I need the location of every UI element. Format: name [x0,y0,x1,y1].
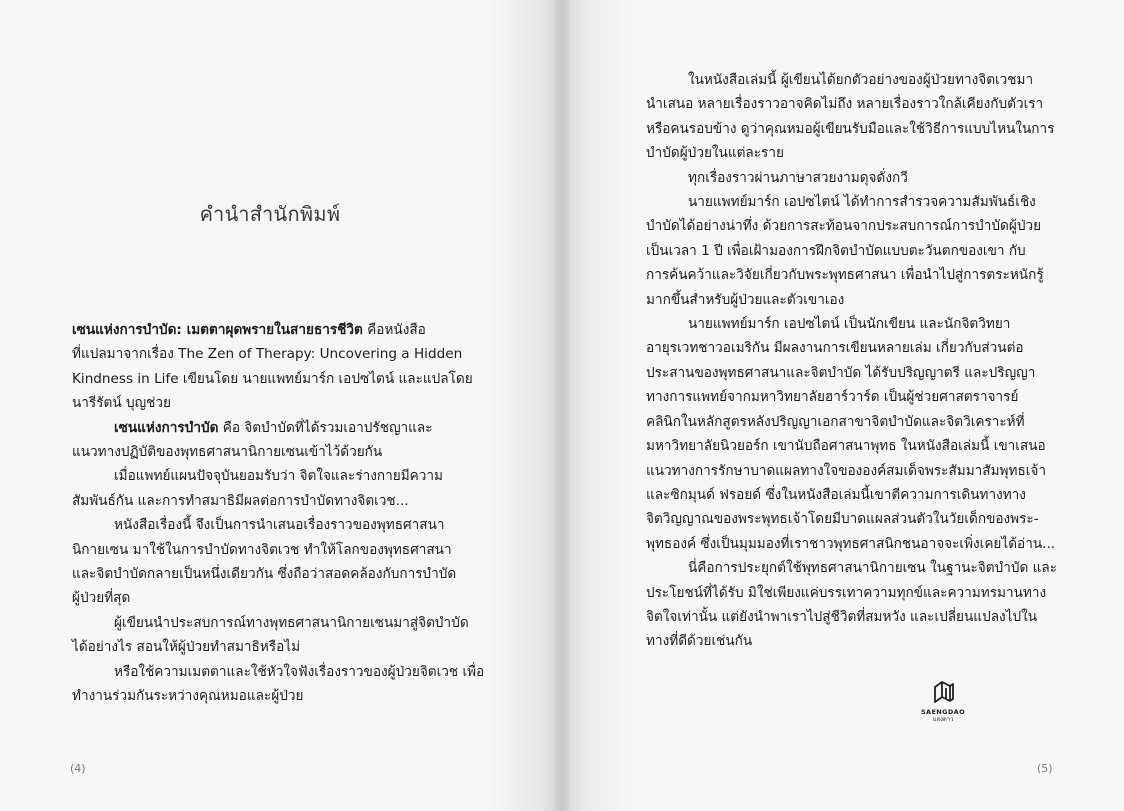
line-text: นำเสนอ หลายเรื่องราวอาจคิดไม่ถึง หลายเรื่องราวใกล้เคียงกับตัวเรา [646,96,1044,113]
left-page [0,0,555,811]
text-line [646,459,1047,483]
book-gutter [555,0,569,811]
line-text: นี่คือการประยุกต์ใช้พุทธศาสนานิกายเซน ในฐานะจิตบำบัด และ [688,560,1058,577]
text-line [646,117,1055,141]
text-line [646,361,1036,385]
line-text: บำบัดได้อย่างน่าทึ่ง ด้วยการสะท้อนจากประสบการณ์การบำบัดผู้ป่วย [646,218,1042,235]
text-line [646,556,1058,580]
text-line [646,166,1032,190]
book-logo-icon [929,678,957,706]
text-line [72,513,467,537]
line-text: นายแพทย์มาร์ก เอปซไตน์ ได้ทำการสำรวจความสัมพันธ์เชิง [688,194,1036,211]
line-text: พุทธองค์ ซึ่งเป็นมุมมองที่เราชาวพุทธศาสนิกชนอาจจะเพิ่งเคยได้อ่าน... [646,535,1056,552]
line-text: ได้อย่างไร สอนให้ผู้ป่วยทำสมาธิหรือไม่ [72,639,301,656]
line-text: จิตใจเท่านั้น แต่ยังนำพาเราไปสู่ชีวิตที่สมหวัง และเปลี่ยนแปลงไปใน [646,608,1038,625]
text-line [72,611,467,635]
text-line [646,581,1047,605]
line-text: มหาวิทยาลัยนิวยอร์ก เขานับถือศาสนาพุทธ ในหนังสือเล่มนี้ เขาเสนอ [646,438,1046,455]
left-page-body [72,318,485,709]
line-text: ทางการแพทย์จากมหาวิทยาลัยฮาร์วาร์ด เป็นผู้ช่วยศาสตราจารย์ [646,389,1019,406]
bold-title-text: เซนแห่งการบำบัด [114,419,219,436]
text-line [72,318,467,342]
line-text: คลินิกในหลักสูตรหลังปริญญาเอกสาขาจิตบำบัดและจิตวิเคราะห์ที่ [646,413,1025,430]
publisher-logo [918,678,968,724]
bold-title-text: เซนแห่งการบำบัด: เมตตาผุดพรายในสายธารชีวิต [72,322,363,338]
text-line [646,312,1032,336]
publisher-name-th: แสงดาว [932,716,954,723]
text-line [646,214,1042,238]
line-text: นารีรัตน์ บุญช่วย [72,395,172,412]
line-text: คือหนังสือ [362,322,426,338]
line-text: ประโยชน์ที่ได้รับ มิใช่เพียงแค่บรรเทาความทุกข์และความทรมานทาง [646,584,1047,601]
text-line [646,507,1039,531]
line-text: เป็นเวลา 1 ปี เพื่อเฝ้ามองการฝึกจิตบำบัดแบบตะวันตกของเขา กับ [646,242,1026,259]
text-line [646,190,1036,214]
line-text: บำบัดผู้ป่วยในแต่ละราย [646,145,784,162]
text-line [646,410,1032,434]
line-text: ผู้เขียนนำประสบการณ์ทางพุทธศาสนานิกายเซนมาสู่จิตบำบัด [114,614,469,631]
text-line [72,586,467,610]
line-text: และซิกมุนด์ ฟรอยด์ ซึ่งในหนังสือเล่มนี้เขาตีความการเดินทางทาง [646,486,1026,503]
line-text: ทุกเรื่องราวผ่านภาษาสวยงามดุจดั่งกวี [688,169,908,186]
text-line [72,464,467,488]
text-line [72,489,467,513]
text-line [72,416,467,440]
publisher-name-en: SAENGDAO [920,708,966,716]
line-text: นิกายเซน มาใช้ในการบำบัดทางจิตเวช ทำให้โลกของพุทธศาสนา [72,541,452,558]
section-title: คำนำสำนักพิมพ์ [199,202,341,226]
line-text: Kindness in Life เขียนโดย นายแพทย์มาร์ก เอปซไตน์ และแปลโดย [72,370,473,387]
text-line [646,263,1044,287]
line-text: ผู้ป่วยที่สุด [72,590,131,607]
line-text: การค้นคว้าและวิจัยเกี่ยวกับพระพุทธศาสนา เพื่อนำไปสู่การตระหนักรู้ [646,267,1044,284]
line-text: มากขึ้นสำหรับผู้ป่วยและตัวเขาเอง [646,291,845,308]
line-text: หรือใช้ความเมตตาและใช้หัวใจฟังเรื่องราวของผู้ป่วยจิตเวช เพื่อ [114,663,485,680]
line-text: ทำงานร่วมกันระหว่างคุณหมอและผู้ป่วย [72,688,304,705]
line-text: คือ จิตบำบัดที่ได้รวมเอาปรัชญาและ [218,419,433,436]
line-text: หรือคนรอบข้าง ดูว่าคุณหมอผู้เขียนรับมือและใช้วิธีการแบบไหนในการ [646,120,1055,137]
text-line [646,68,1032,92]
line-text: แนวทางการรักษาบาดแผลทางใจขององค์สมเด็จพระสัมมาสัมพุทธเจ้า [646,462,1047,479]
right-page-body [646,68,1058,654]
page-number-left: (4) [70,762,86,775]
text-line [646,483,1032,507]
line-text: เมื่อแพทย์แผนปัจจุบันยอมรับว่า จิตใจและร่างกายมีความ [114,468,443,485]
text-line [72,660,485,684]
text-line [72,342,467,366]
text-line [646,532,1056,556]
line-text: หนังสือเรื่องนี้ จึงเป็นการนำเสนอเรื่องราวของพุทธศาสนา [114,517,445,534]
text-line [646,239,1032,263]
page-number-right: (5) [1037,762,1053,775]
line-text: ทางที่ดีด้วยเช่นกัน [646,633,753,650]
text-line [72,440,467,464]
line-text: อายุรเวทชาวอเมริกัน มีผลงานการเขียนหลายเล่ม เกี่ยวกับส่วนต่อ [646,340,1024,357]
text-line [646,92,1044,116]
line-text: แนวทางปฏิบัติของพุทธศาสนานิกายเซนเข้าไว้ด้วยกัน [72,444,383,461]
line-text: ในหนังสือเล่มนี้ ผู้เขียนได้ยกตัวอย่างของผู้ป่วยทางจิตเวชมา [688,72,1034,88]
text-line [646,288,1032,312]
text-line [72,635,467,659]
text-line [646,434,1046,458]
line-text: จิตวิญญาณของพระพุทธเจ้าโดยมีบาดแผลส่วนตัวในวัยเด็กของพระ- [646,511,1039,528]
line-text: ประสานของพุทธศาสนาและจิตบำบัด ได้รับปริญญาตรี และปริญญา [646,364,1036,381]
line-text: และจิตบำบัดกลายเป็นหนึ่งเดียวกัน ซึ่งถือว่าสอดคล้องกับการบำบัด [72,566,457,583]
text-line [72,367,473,391]
line-text: นายแพทย์มาร์ก เอปซไตน์ เป็นนักเขียน และนักจิตวิทยา [688,316,1011,333]
text-line [646,605,1038,629]
text-line [646,336,1032,360]
line-text: สัมพันธ์กัน และการทำสมาธิมีผลต่อการบำบัดทางจิตเวช... [72,492,409,509]
text-line [72,562,467,586]
text-line [646,629,1032,653]
line-text: ที่แปลมาจากเรื่อง The Zen of Therapy: Uncovering a Hidden [72,346,463,363]
text-line [72,684,467,708]
text-line [72,538,467,562]
text-line [646,385,1032,409]
text-line [72,391,467,415]
text-line [646,141,1032,165]
